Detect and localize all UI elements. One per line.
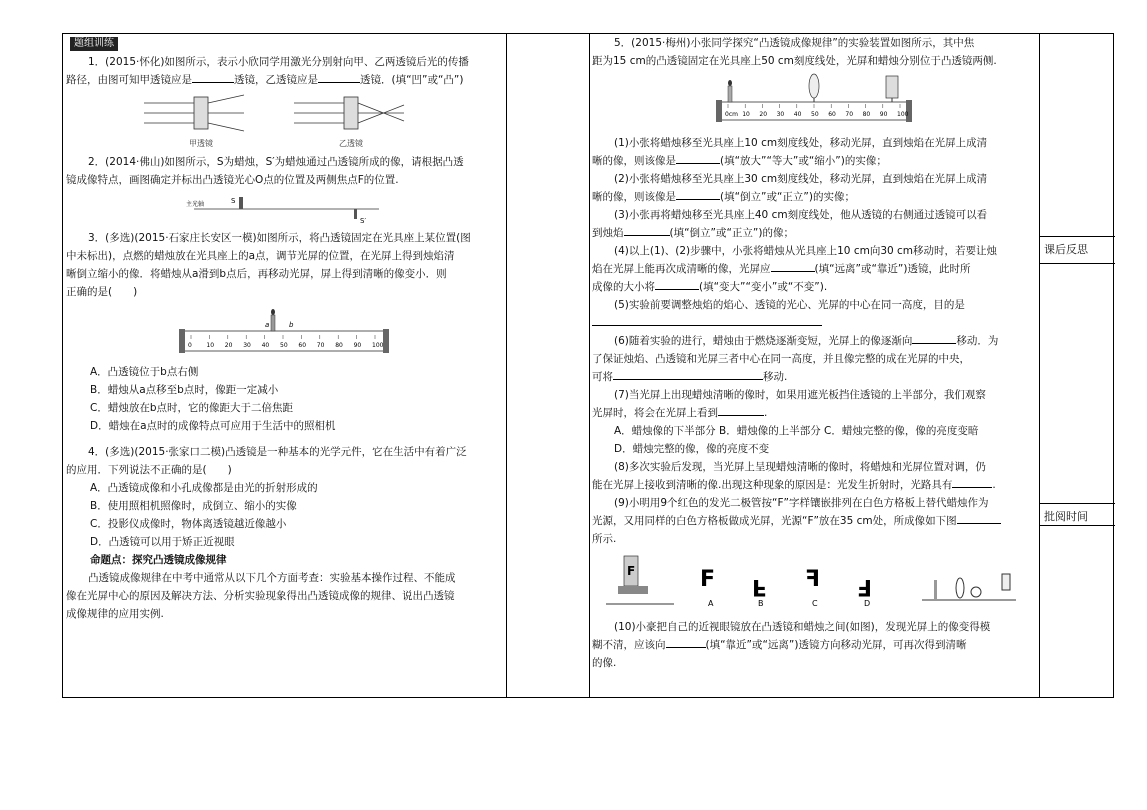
s4-text-d: 成像的大小将 xyxy=(592,281,655,293)
ruler-tick-label: 30 xyxy=(243,342,251,349)
s4-blank-1[interactable] xyxy=(771,271,815,272)
s9-blank[interactable] xyxy=(957,523,1001,524)
s6-text-a: (6)随着实验的进行，蜡烛由于燃烧逐渐变短，光屏上的像逐渐向 xyxy=(614,335,913,347)
row-divider xyxy=(1039,525,1115,526)
q3-opt-c: C．蜡烛放在b点时，它的像距大于二倍焦距 xyxy=(90,402,293,414)
s9-line2 xyxy=(592,512,1036,530)
s7-blank[interactable] xyxy=(718,415,764,416)
ruler-tick-label: 50 xyxy=(811,111,819,118)
s6-line1 xyxy=(592,332,1036,350)
q4-line2: 的应用．下列说法不正确的是( ) xyxy=(66,464,232,476)
s7-line1: (7)当光屏上出现蜡烛清晰的像时，如果用遮光板挡住透镜的上半部分，我们观察 xyxy=(614,389,986,401)
column-divider xyxy=(506,34,507,697)
q1-text-c: 透镜．(填“凹”或“凸”) xyxy=(360,74,464,86)
s4-text-e: (填“变大”“变小”或“不变”). xyxy=(699,281,828,293)
left-column xyxy=(66,34,502,623)
q2-fig-s2: S′ xyxy=(360,217,367,225)
s4-text-b: 焰在光屏上能再次成清晰的像，光屏应 xyxy=(592,263,771,275)
s2-blank[interactable] xyxy=(676,199,720,200)
s3-text-c: (填“倒立”或“正立”)的像； xyxy=(669,227,794,239)
q9-f-glyph-a: F xyxy=(700,567,716,592)
q1-fig-label-a: 甲透镜 xyxy=(189,139,213,148)
q1-line1: 1．(2015·怀化)如图所示，表示小欣同学用激光分别射向甲、乙两透镜后光的传播 xyxy=(88,56,469,68)
q5-bench-figure xyxy=(714,72,914,132)
review-time-label: 批阅时间 xyxy=(1044,510,1088,523)
s10-line1: (10)小豪把自己的近视眼镜放在凸透镜和蜡烛之间(如图)，发现光屏上的像变得模 xyxy=(614,621,991,633)
q9-label-b: B xyxy=(758,599,764,608)
s3-blank[interactable] xyxy=(624,235,670,236)
topic-line1: 凸透镜成像规律在中考中通常从以下几个方面考查：实验基本操作过程、不能成 xyxy=(88,572,456,584)
s4-line2 xyxy=(592,260,1036,278)
q3-fig-a: a xyxy=(265,321,270,329)
q3-opt-b: B．蜡烛从a点移至b点时，像距一定减小 xyxy=(90,384,279,396)
s4-line3 xyxy=(592,278,1036,296)
ruler-tick-label: 70 xyxy=(845,111,854,118)
s2-line1: (2)小张将蜡烛移至光具座上30 cm刻度线处，移动光屏，直到烛焰在光屏上成清 xyxy=(614,173,988,185)
s6-line2: 了保证烛焰、凸透镜和光屏三者中心在同一高度，并且像完整的成在光屏的中央， xyxy=(592,353,970,365)
s9-line3: 所示. xyxy=(592,533,617,545)
s6-blank-2[interactable] xyxy=(613,379,763,380)
q3-line1: 3．(多选)(2015·石家庄长安区一模)如图所示，将凸透镜固定在光具座上某位置(图 xyxy=(88,232,471,244)
ruler-tick-label: 80 xyxy=(862,111,871,118)
s5-line2 xyxy=(592,314,1036,332)
q9-f-glyph-c: F xyxy=(804,567,820,592)
section-tag: 题组训练 xyxy=(70,37,118,51)
s2-text-c: (填“倒立”或“正立”)的实像； xyxy=(720,191,855,203)
q9-f-figure xyxy=(604,550,1024,616)
topic-line3: 成像规律的应用实例. xyxy=(66,608,164,620)
s8-text-c: . xyxy=(992,479,996,491)
q3-fig-b: b xyxy=(289,321,294,329)
s1-text-c: (填“放大”“等大”或“缩小”)的实像； xyxy=(720,155,887,167)
s10-blank[interactable] xyxy=(666,647,706,648)
s10-text-b: 糊不清，应该向 xyxy=(592,639,666,651)
column-divider xyxy=(589,34,590,697)
q1-lens-figure xyxy=(134,91,434,151)
q1-blank-2[interactable] xyxy=(318,82,360,83)
s7-line2 xyxy=(592,404,1036,422)
s8-blank[interactable] xyxy=(952,487,992,488)
q3-line3: 晰倒立缩小的像．将蜡烛从a滑到b点后，再移动光屏，屏上得到清晰的像变小．则 xyxy=(66,268,447,280)
q4-opt-d: D．凸透镜可以用于矫正近视眼 xyxy=(90,536,235,548)
q5-line1: 5．(2015·梅州)小张同学探究“凸透镜成像规律”的实验装置如图所示，其中焦 xyxy=(614,37,975,49)
s10-text-c: (填“靠近”或“远离”)透镜方向移动光屏，可再次得到清晰 xyxy=(705,639,967,651)
ruler-tick-label: 90 xyxy=(353,342,362,349)
q1-fig-label-b: 乙透镜 xyxy=(339,139,363,148)
topic-line2: 像在光屏中心的原因及解决方法、分析实验现象得出凸透镜成像的规律、说出凸透镜 xyxy=(66,590,455,602)
q9-f-glyph-b: F xyxy=(752,574,768,599)
s1-line1: (1)小张将蜡烛移至光具座上10 cm刻度线处，移动光屏，直到烛焰在光屏上成清 xyxy=(614,137,988,149)
ruler-tick-label: 30 xyxy=(776,111,785,118)
s6-line3 xyxy=(592,368,1036,386)
right-column xyxy=(592,34,1036,672)
s4-blank-2[interactable] xyxy=(655,289,699,290)
s7-text-b: 光屏时，将会在光屏上看到 xyxy=(592,407,718,419)
s1-line2 xyxy=(592,152,1036,170)
ruler-tick-label: 10 xyxy=(742,111,750,118)
s10-line3: 的像. xyxy=(592,657,617,669)
q1-text-b: 透镜，乙透镜应是 xyxy=(234,74,318,86)
ruler-tick-label: 60 xyxy=(298,342,307,349)
q9-label-a: A xyxy=(708,599,714,608)
s8-line2 xyxy=(592,476,1036,494)
q4-opt-a: A．凸透镜成像和小孔成像都是由光的折射形成的 xyxy=(90,482,318,494)
q9-f-glyph-d: F xyxy=(856,574,872,599)
q5-line2: 距为15 cm的凸透镜固定在光具座上50 cm刻度线处，光屏和蜡烛分别位于凸透镜两侧. xyxy=(592,55,997,67)
ruler-tick-label: 80 xyxy=(335,342,343,349)
q2-fig-axis: 主光轴 xyxy=(186,201,205,208)
ruler-tick-label: 60 xyxy=(828,111,836,118)
s3-line2 xyxy=(592,224,1036,242)
q9-label-d: D xyxy=(864,599,871,608)
s3-line1: (3)小张再将蜡烛移至光具座上40 cm刻度线处，他从透镜的右侧通过透镜可以看 xyxy=(614,209,988,221)
ruler-tick-label: 20 xyxy=(759,111,768,118)
ruler-tick-label: 100 xyxy=(372,342,384,349)
s5-blank[interactable] xyxy=(592,325,822,326)
topic-title: 命题点：探究凸透镜成像规律 xyxy=(90,554,227,566)
q3-bench-figure xyxy=(179,303,389,361)
q9-f-main: F xyxy=(627,564,636,578)
s1-blank[interactable] xyxy=(676,163,720,164)
s3-text-b: 到烛焰 xyxy=(592,227,624,239)
s4-text-c: (填“远离”或“靠近”)透镜，此时所 xyxy=(814,263,971,275)
q1-line2 xyxy=(66,71,502,89)
after-class-reflection-label: 课后反思 xyxy=(1044,243,1088,256)
s6-text-e: 移动. xyxy=(763,371,788,383)
ruler-tick-label: 90 xyxy=(879,111,888,118)
q2-axis-figure xyxy=(184,191,384,227)
s9-text-b: 光源，又用同样的白色方格板做成光屏，光源“F”放在35 cm处，所成像如下图 xyxy=(592,515,957,527)
s9-line1: (9)小明用9个红色的发光二极管按“F”字样镶嵌排列在白色方格板上替代蜡烛作为 xyxy=(614,497,989,509)
q2-line1: 2．(2014·佛山)如图所示，S为蜡烛，S′为蜡烛通过凸透镜所成的像，请根据凸透 xyxy=(88,156,464,168)
ruler-tick-label: 100 xyxy=(897,111,909,118)
s8-line1: (8)多次实验后发现，当光屏上呈现蜡烛清晰的像时，将蜡烛和光屏位置对调，仍 xyxy=(614,461,986,473)
q1-text-a: 路径，由图可知甲透镜应是 xyxy=(66,74,192,86)
ruler-tick-label: 40 xyxy=(793,111,802,118)
q3-line2: 中未标出)，点燃的蜡烛放在光具座上的a点，调节光屏的位置，在光屏上得到烛焰清 xyxy=(66,250,455,262)
ruler-tick-label: 0cm xyxy=(725,111,738,118)
q2-fig-s: S xyxy=(231,197,236,205)
q4-opt-b: B．使用照相机照像时，成倒立、缩小的实像 xyxy=(90,500,297,512)
q4-line1: 4．(多选)(2015·张家口二模)凸透镜是一种基本的光学元件，它在生活中有着广泛 xyxy=(88,446,467,458)
s7-text-c: . xyxy=(764,407,768,419)
s10-line2 xyxy=(592,636,1036,654)
ruler-tick-label: 50 xyxy=(280,342,288,349)
ruler-tick-label: 10 xyxy=(206,342,215,349)
row-divider xyxy=(1039,503,1115,504)
q9-label-c: C xyxy=(812,599,818,608)
s4-line1: (4)以上(1)、(2)步骤中，小张将蜡烛从光具座上10 cm向30 cm移动时，若要让烛 xyxy=(614,245,998,257)
s5-line1: (5)实验前要调整烛焰的焰心、透镜的光心、光屏的中心在同一高度，目的是 xyxy=(614,299,965,311)
s6-text-d: 可将 xyxy=(592,371,613,383)
q3-line4: 正确的是( ) xyxy=(66,286,138,298)
s6-text-b: 移动．为 xyxy=(956,335,999,347)
q4-opt-c: C．投影仪成像时，物体离透镜越近像越小 xyxy=(90,518,287,530)
q1-blank-1[interactable] xyxy=(192,82,234,83)
row-divider xyxy=(1039,263,1115,264)
row-divider xyxy=(1039,236,1115,237)
s8-text-b: 能在光屏上接收到清晰的像.出现这种现象的原因是：光发生折射时，光路具有 xyxy=(592,479,953,491)
s2-line2 xyxy=(592,188,1036,206)
ruler-tick-label: 20 xyxy=(224,342,233,349)
s7-options-2: D．蜡烛完整的像，像的亮度不变 xyxy=(614,443,770,455)
s6-blank-1[interactable] xyxy=(912,343,956,344)
ruler-tick-label: 70 xyxy=(316,342,325,349)
q3-opt-a: A．凸透镜位于b点右侧 xyxy=(90,366,199,378)
column-divider xyxy=(1039,34,1040,697)
s2-text-b: 晰的像，则该像是 xyxy=(592,191,676,203)
q2-line2: 镜成像特点，画图确定并标出凸透镜光心O点的位置及两侧焦点F的位置. xyxy=(66,174,399,186)
ruler-tick-label: 40 xyxy=(261,342,270,349)
s7-options-1: A．蜡烛像的下半部分 B．蜡烛像的上半部分 C．蜡烛完整的像，像的亮度变暗 xyxy=(614,425,979,437)
s1-text-b: 晰的像，则该像是 xyxy=(592,155,676,167)
ruler-tick-label: 0 xyxy=(188,342,192,349)
q3-opt-d: D．蜡烛在a点时的成像特点可应用于生活中的照相机 xyxy=(90,420,336,432)
